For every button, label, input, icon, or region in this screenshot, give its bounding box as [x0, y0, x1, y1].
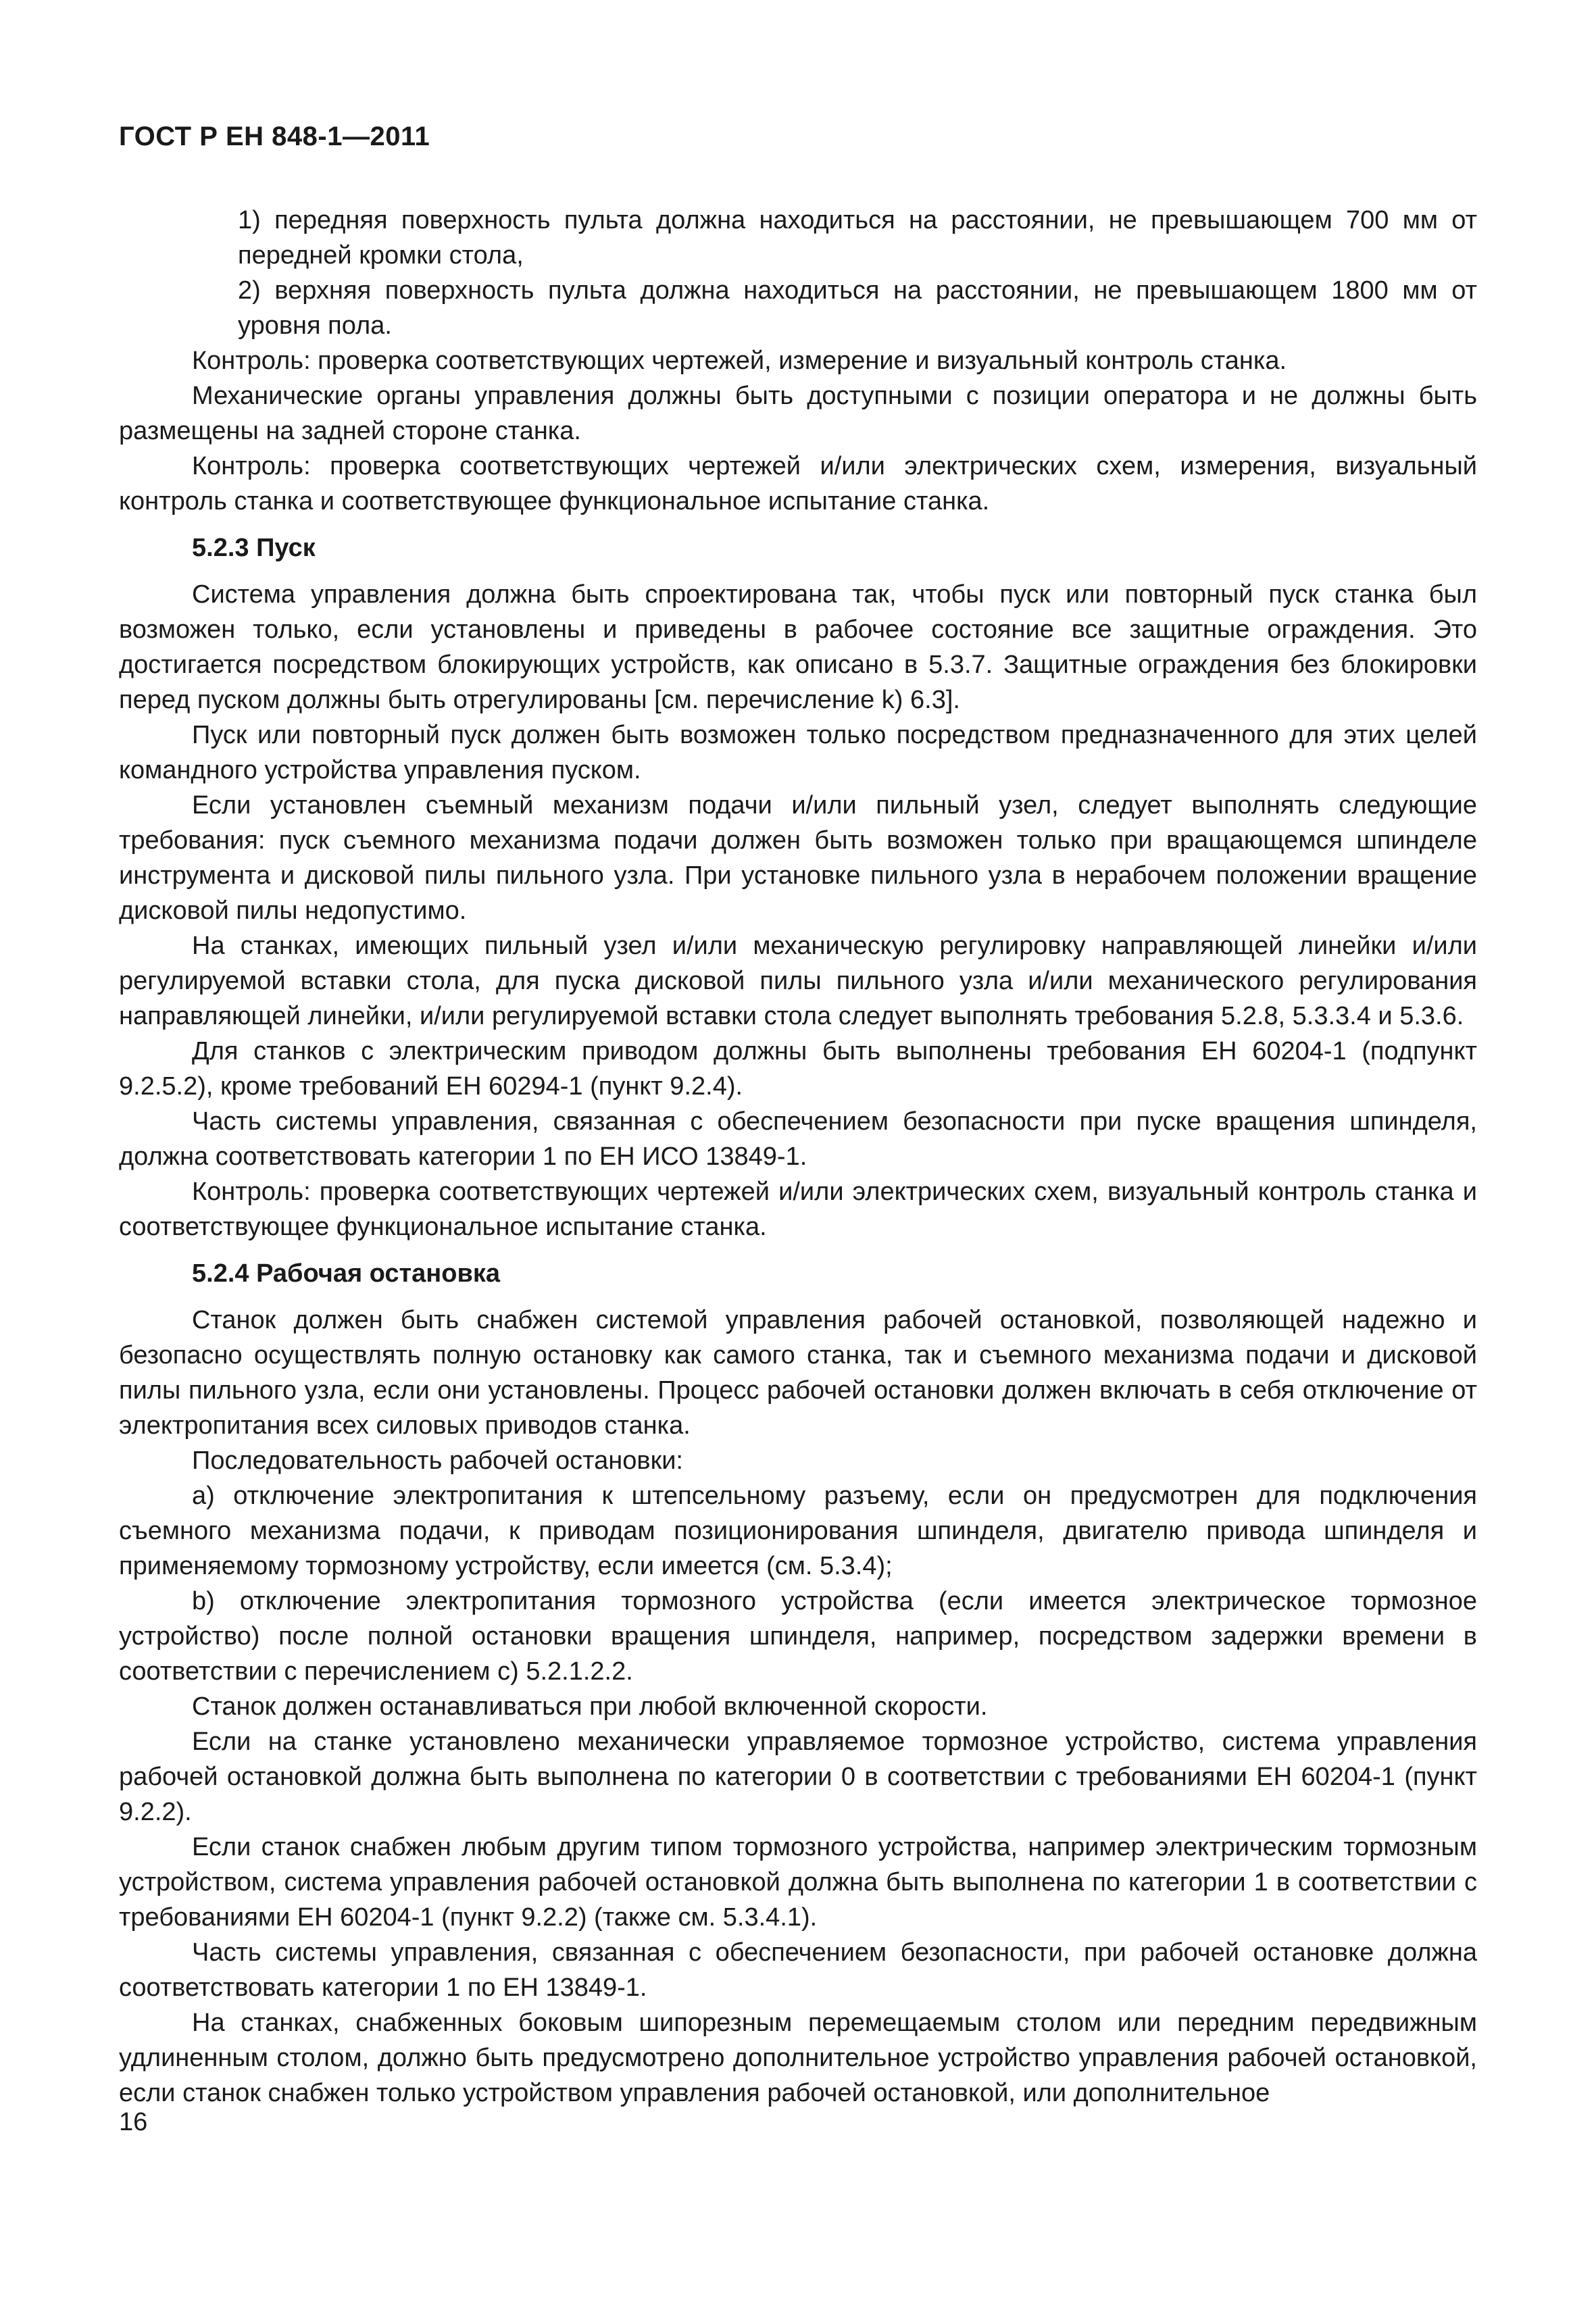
paragraph: Механические органы управления должны быть доступными с позиции оператора и не должны быть размещены на задней стороне станка.: [119, 382, 1477, 445]
paragraph: Контроль: проверка соответствующих чертежей, измерение и визуальный контроль станка.: [192, 347, 1287, 375]
paragraph: Пуск или повторный пуск должен быть возможен только посредством предназначенного для этих целей командного устройства управления пуском.: [119, 721, 1477, 784]
paragraph: Для станков с электрическим приводом должны быть выполнены требования ЕН 60204-1 (подпункт 9.2.5.2), кроме требований ЕН 60294-1 (пункт 9.2.4).: [119, 1037, 1477, 1101]
paragraph: Часть системы управления, связанная с обеспечением безопасности, при рабочей остановке должна соответствовать категории 1 по ЕН 13849-1.: [119, 1938, 1477, 2002]
paragraph: Если установлен съемный механизм подачи и/или пильный узел, следует выполнять следующие требования: пуск съемного механизма подачи должен быть возможен только при вращающемся шпинделе инструмента и дисковой пилы пильного узла. При установке пильного узла в нерабочем положении вращение дисковой пилы недопустимо.: [119, 791, 1477, 925]
page-content: [119, 203, 1477, 2111]
paragraph: Если станок снабжен любым другим типом тормозного устройства, например электрическим тормозным устройством, система управления рабочей остановкой должна быть выполнена по категории 1 в соответствии с требованиями ЕН 60204-1 (пункт 9.2.2) (также см. 5.3.4.1).: [119, 1833, 1477, 1932]
paragraph: Контроль: проверка соответствующих чертежей и/или электрических схем, измерения, визуальный контроль станка и соответствующее функциональное испытание станка.: [119, 452, 1477, 515]
section-heading-5-2-3: 5.2.3 Пуск: [192, 534, 316, 562]
paragraph: На станках, имеющих пильный узел и/или механическую регулировку направляющей линейки и/или регулируемой вставки стола, для пуска дисковой пилы пильного узла и/или механического регулирования направляющей линейки, и/или регулируемой вставки стола следует выполнять требования 5.2.8, 5.3.3.4 и 5.3.6.: [119, 932, 1477, 1030]
list-item: 1) передняя поверхность пульта должна находиться на расстоянии, не превышающем 700 мм от передней кромки стола,: [238, 206, 1477, 270]
page-number: 16: [119, 2108, 148, 2136]
paragraph: Часть системы управления, связанная с обеспечением безопасности при пуске вращения шпинделя, должна соответствовать категории 1 по ЕН ИСО 13849-1.: [119, 1107, 1477, 1171]
paragraph: Станок должен быть снабжен системой управления рабочей остановкой, позволяющей надежно и безопасно осуществлять полную остановку как самого станка, так и съемного механизма подачи и дисковой пилы пильного узла, если они установлены. Процесс рабочей остановки должен включать в себя отключение от электропитания всех силовых приводов станка.: [119, 1306, 1477, 1440]
list-item: b) отключение электропитания тормозного устройства (если имеется электрическое тормозное устройство) после полной остановки вращения шпинделя, например, посредством задержки времени в соответствии с перечислением c) 5.2.1.2.2.: [119, 1587, 1477, 1686]
list-item: 2) верхняя поверхность пульта должна находиться на расстоянии, не превышающем 1800 мм от уровня пола.: [238, 276, 1477, 340]
paragraph: Станок должен останавливаться при любой включенной скорости.: [192, 1692, 988, 1721]
paragraph: Последовательность рабочей остановки:: [192, 1447, 683, 1475]
section-heading-5-2-4: 5.2.4 Рабочая остановка: [192, 1259, 500, 1288]
list-item: a) отключение электропитания к штепсельному разъему, если он предусмотрен для подключения съемного механизма подачи, к приводам позиционирования шпинделя, двигателю привода шпинделя и применяемому тормозному устройству, если имеется (см. 5.3.4);: [119, 1482, 1477, 1580]
document-code: ГОСТ Р ЕН 848-1—2011: [119, 122, 430, 151]
paragraph: Контроль: проверка соответствующих чертежей и/или электрических схем, визуальный контроль станка и соответствующее функциональное испытание станка.: [119, 1178, 1477, 1241]
paragraph: Система управления должна быть спроектирована так, чтобы пуск или повторный пуск станка был возможен только, если установлены и приведены в рабочее состояние все защитные ограждения. Это достигается посредством блокирующих устройств, как описано в 5.3.7. Защитные ограждения без блокировки перед пуском должны быть отрегулированы [см. перечисление k) 6.3].: [119, 580, 1477, 714]
paragraph: На станках, снабженных боковым шипорезным перемещаемым столом или передним передвижным удлиненным столом, должно быть предусмотрено дополнительное устройство управления рабочей остановкой, если станок снабжен только устройством управления рабочей остановкой, или дополнительное: [119, 2009, 1477, 2107]
paragraph: Если на станке установлено механически управляемое тормозное устройство, система управления рабочей остановкой должна быть выполнена по категории 0 в соответствии с требованиями ЕН 60204-1 (пункт 9.2.2).: [119, 1728, 1477, 1826]
